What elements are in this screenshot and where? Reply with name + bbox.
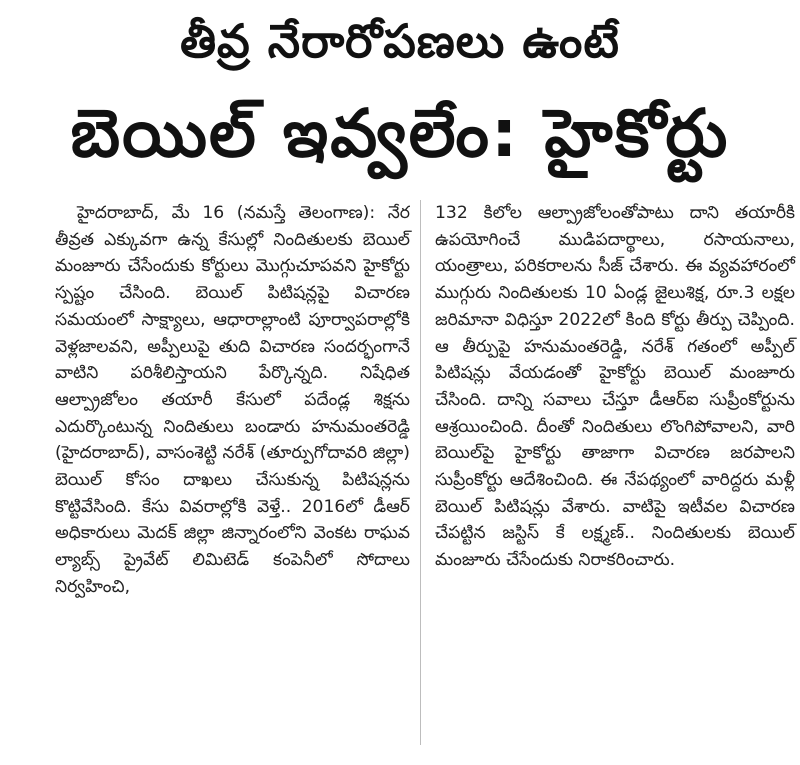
- main-headline: బెయిల్ ఇవ్వలేం: హైకోర్టు: [70, 95, 730, 172]
- column-divider: [420, 200, 421, 745]
- article-body-right: 132 కిలోల ఆల్ప్రాజోలంతోపాటు దాని తయారీకి ఉపయోగించే ముడిపదార్థాలు, రసాయనాలు, యంత్రాలు, పరికరాలను సీజ్ చేశారు. ఈ వ్యవహారంలో ముగ్గురు నిందితులకు 10 ఏండ్ల జైలుశిక్ష, రూ.3 లక్షల జరిమానా విధిస్తూ 2022లో కింది కోర్టు తీర్పు చెప్పింది. ఆ తీర్పుపై హనుమంతరెడ్డి, నరేశ్ గతంలో అప్పీల్ పిటిషన్లు వేయడంతో హైకోర్టు బెయిల్ మంజూరు చేసింది. దాన్ని సవాలు చేస్తూ డీఆర్ఐ సుప్రీంకోర్టును ఆశ్రయించింది. దీంతో నిందితులు లొంగిపోవాలని, వారి బెయిల్‌పై హైకోర్టు తాజాగా విచారణ జరపాలని సుప్రీంకోర్టు ఆదేశించింది. ఈ నేపథ్యంలో వారిద్దరు మళ్లీ బెయిల్ పిటిషన్లు వేశారు. వాటిపై ఇటీవల విచారణ చేపట్టిన జస్టిస్ కే లక్ష్మణ్.. నిందితులకు బెయిల్ మంజూరు చేసేందుకు నిరాకరించారు.: [435, 203, 795, 571]
- article-column-right: [435, 200, 795, 574]
- article-body-left: హైదరాబాద్, మే 16 (నమస్తే తెలంగాణ): నేర తీవ్రత ఎక్కువగా ఉన్న కేసుల్లో నిందితులకు బెయిల్ మంజూరు చేసేందుకు కోర్టులు మొగ్గుచూపవని హైకోర్టు స్పష్టం చేసింది. బెయిల్ పిటిషన్లపై విచారణ సమయంలో సాక్ష్యాలు, ఆధారాల్లాంటి పూర్వాపరాల్లోకి వెళ్లజాలవని, అప్పీలుపై తుది విచారణ సందర్భంగానే వాటిని పరిశీలిస్తాయని పేర్కొన్నది. నిషేధిత ఆల్ప్రాజోలం తయారీ కేసులో పదేండ్ల శిక్షను ఎదుర్కొంటున్న నిందితులు బండారు హనుమంతరెడ్డి (హైదరాబాద్), వాసంశెట్టి నరేశ్ (తూర్పుగోదావరి జిల్లా) బెయిల్ కోసం దాఖలు చేసుకున్న పిటిషన్లను కొట్టివేసింది. కేసు వివరాల్లోకి వెళ్తే.. 2016లో డీఆర్ అధికారులు మెదక్ జిల్లా జిన్నారంలోని వెంకట రాఘవ ల్యాబ్స్ ప్రైవేట్ లిమిటెడ్ కంపెనీలో సోదాలు నిర్వహించి,: [55, 203, 410, 597]
- article-column-left: [55, 200, 410, 601]
- kicker-headline: తీవ్ర నేరారోపణలు ఉంటే: [180, 14, 620, 68]
